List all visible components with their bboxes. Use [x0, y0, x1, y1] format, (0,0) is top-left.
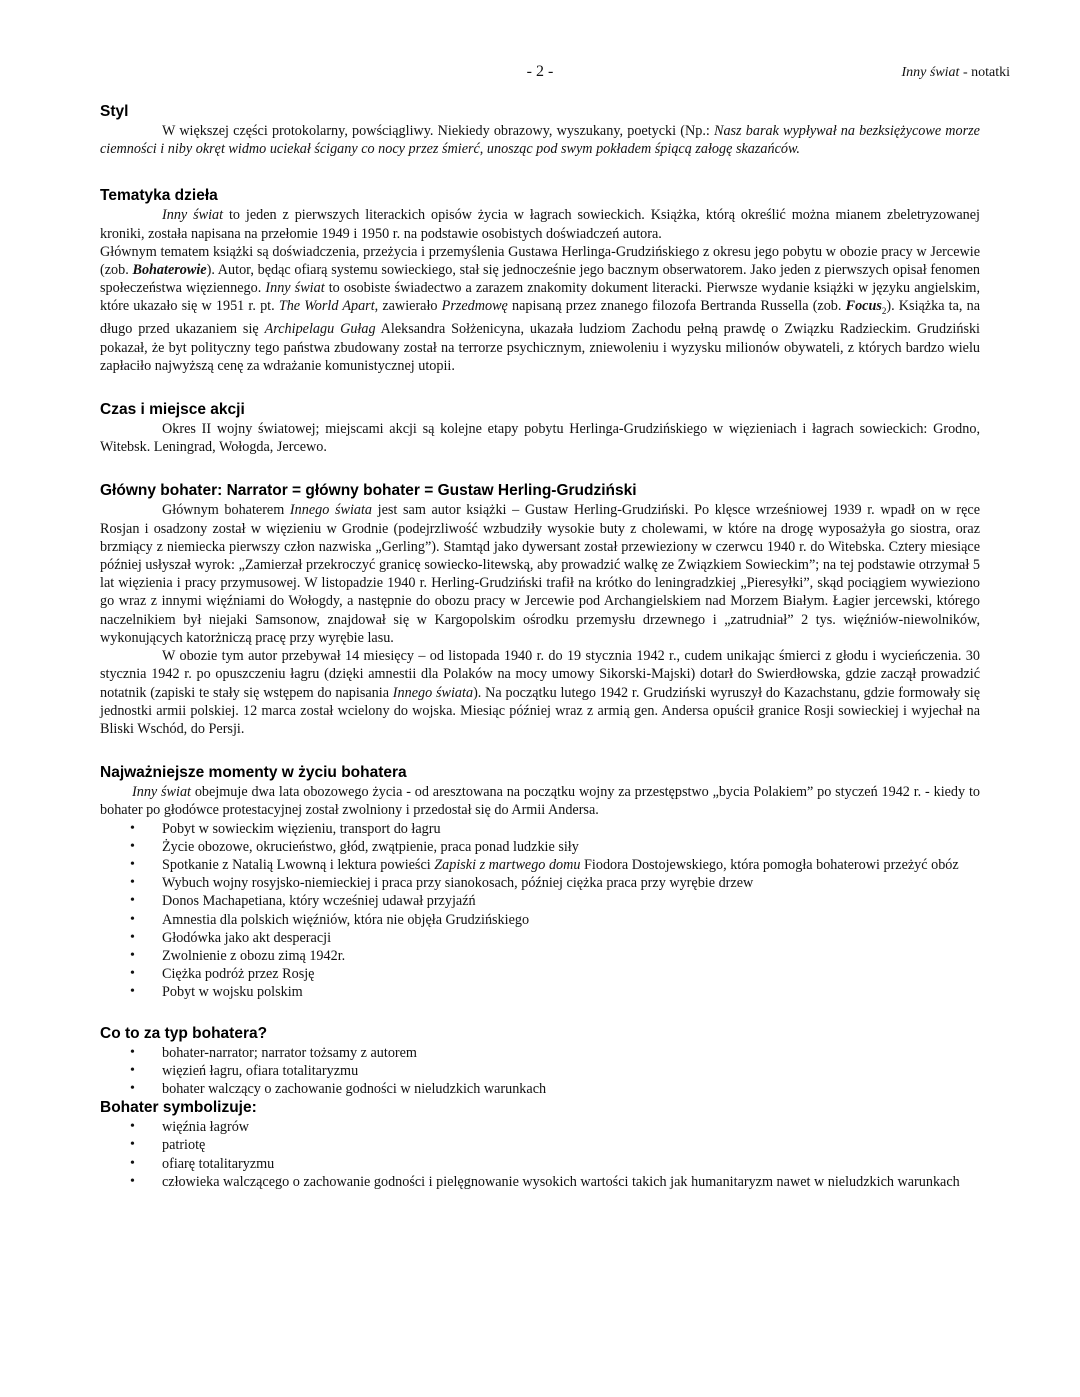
bullet-icon: • — [130, 1137, 135, 1153]
bohater-text-2a: W obozie tym autor przebywał 14 miesięcy – od listopada 1940 r. do 19 stycznia 1942 r., cudem unikając śmierci z głodu i wycieńczenia. 30 stycznia 1942 r. po opuszczeniu łagru (dzięki amnestii dla Polaków na mocy umowy Sikorski-Majski) dotarł do Swierdłowska, gdzie zaczął prowadzić notatnik (zapiski te stały się wstępem do napisania — [100, 648, 980, 701]
bullet-icon: • — [130, 820, 135, 836]
ref-bohaterowie: Bohaterowie — [132, 262, 207, 279]
list-item — [100, 1155, 980, 1173]
list-item — [100, 838, 980, 856]
bullet-icon: • — [130, 856, 135, 872]
bullet-icon: • — [130, 1119, 135, 1135]
section-heading-typ: Co to za typ bohatera? — [100, 1024, 268, 1042]
tematyka-text-2c: to osobiste świadectwo a zarazem znakomity dokument literacki. Pierwsze wydanie książki w języku angielskim, które ukazało się w 1951 r. pt. — [100, 280, 980, 315]
section-heading-tematyka: Tematyka dzieła — [100, 187, 218, 205]
list-item — [100, 1136, 980, 1154]
list-item-text: Wybuch wojny rosyjsko-niemieckiej i praca przy sianokosach, później ciężka praca przy wyrębie drzew — [162, 875, 754, 892]
bullet-icon: • — [130, 1173, 135, 1189]
bullet-icon: • — [130, 1155, 135, 1171]
list-item-text: Zwolnienie z obozu zimą 1942r. — [162, 947, 346, 964]
tematyka-przedmowa: Przedmowę — [441, 298, 508, 315]
list-item — [100, 947, 980, 965]
bullet-icon: • — [130, 875, 135, 891]
running-header-title: Inny świat — [901, 65, 960, 80]
list-item — [100, 1173, 980, 1191]
tematyka-text-2g: Aleksandra Sołżenicyna, ukazała ludziom Zachodu pełną prawdę o Związku Radzieckim. Grudziński pokazał, że byt polityczny tego państwa zbudowany został na terrorze psychicznym, zniewoleniu i wyzysku milionów obywateli, z których bardzo wielu zapłaciło najwyższą cenę za wdrażanie komunistycznej utopii. — [100, 321, 981, 374]
styl-quote: Nasz barak wypływał na bezksiężycowe morze ciemności i niby okręt widmo uciekał ścigany co nocy przez śmierć, unosząc pod swym pokładem śpiącą załogę skazańców. — [100, 123, 980, 158]
list-item — [100, 965, 980, 983]
section-heading-bohater: Główny bohater: Narrator = główny bohater = Gustaw Herling-Grudziński — [100, 482, 637, 500]
list-item-text: ofiarę totalitaryzmu — [162, 1155, 275, 1172]
bohater-text-1a: Głównym bohaterem — [162, 502, 290, 519]
momenty-text: obejmuje dwa lata obozowego życia - od aresztowana na początku wojny za przestępstwo „bycia Polakiem” po styczeń 1942 r. - kiedy to bohater po głodówce protestacyjnej został zwolniony i przedostał się do Armii Andersa. — [100, 784, 980, 819]
list-item-text: więzień łagru, ofiara totalitaryzmu — [162, 1062, 359, 1079]
ref-focus: Focus — [845, 298, 882, 315]
tematyka-text-2b: ). Autor, będąc ofiarą systemu sowieckiego, stał się jednocześnie jego bacznym obserwatorem. Jako jeden z pierwszych opisał fenomen społeczeństwa więziennego. — [100, 262, 980, 297]
bullet-icon: • — [130, 947, 135, 963]
styl-text: W większej części protokolarny, powściągliwy. Niekiedy obrazowy, wyszukany, poetycki (Np.: — [162, 123, 714, 139]
list-momenty — [100, 820, 980, 1002]
paragraph-bohater-2 — [100, 647, 980, 738]
list-item-text: Głodówka jako akt desperacji — [162, 929, 332, 946]
list-item — [100, 929, 980, 947]
tematyka-text-2f: ). Książka ta, na długo przed ukazaniem się — [100, 298, 980, 338]
tematyka-title-2: Inny świat — [265, 280, 325, 297]
list-item — [100, 856, 980, 874]
list-item — [100, 874, 980, 892]
bullet-icon: • — [130, 838, 135, 854]
list-item-text: Życie obozowe, okrucieństwo, głód, zwątpienie, praca ponad ludzkie siły — [162, 838, 579, 855]
bullet-icon: • — [130, 1062, 135, 1078]
bullet-icon: • — [130, 1080, 135, 1096]
list-item-text: więźnia łagrów — [162, 1119, 250, 1136]
list-item-text: bohater-narrator; narrator tożsamy z autorem — [162, 1044, 417, 1061]
bohater-text-1b: jest sam autor książki – Gustaw Herling-Grudziński. Po klęsce wrześniowej 1939 r. wpadł on w ręce Rosjan i osadzony został w więzieniu w Grodnie (podejrzliwość wzbudziły wysokie buty z cholewami, w które na drogę wyposażyła go siostra, oraz brzmiący z niemiecka pierwszy człon nazwiska „Gerling”). Stamtąd jako dywersant został przewieziony w czerwcu 1940 r. do Witebska. Cztery miesiące później usłyszał wyrok: „Zamierzał przekroczyć granicę sowiecko-litewską, aby prowadzić walkę ze Związkiem Sowieckim”; na tej podstawie otrzymał 5 lat więzienia i pracy przymusowej. W listopadzie 1940 r. Herling-Grudziński trafił na krótko do leningradzkiej „Pieresyłki”, skąd pociągiem wywieziono go wraz z innymi więźniami do Wołogdy, a następnie do obozu pracy w Jercewie pod Archangielskiem nad Morzem Białym. Łagier jercewski, którego naczelnikiem był niejaki Samsonow, znajdował się w Kargopolskim ośrodku przemysłu drzewnego i „zatrudniał” 2 tys. więźniów-niewolników, wykonujących katorżniczą pracę przy wyrębie lasu. — [100, 502, 981, 646]
section-heading-symbol: Bohater symbolizuje: — [100, 1099, 257, 1117]
running-header-suffix: - notatki — [959, 65, 1010, 80]
page-content — [100, 102, 980, 1191]
tematyka-title-en: The World Apart — [278, 298, 375, 315]
list-item-title: Zapiski z martwego domu — [434, 856, 581, 873]
list-symbol — [100, 1118, 980, 1191]
bohater-title-2: Innego świata — [392, 684, 474, 701]
bullet-icon: • — [130, 911, 135, 927]
paragraph-czas: Okres II wojny światowej; miejscami akcji są kolejne etapy pobytu Herlinga-Grudzińskiego w więzieniach i łagrach sowieckich: Grodno, Witebsk. Leningrad, Wołogda, Jercewo. — [100, 421, 980, 456]
list-item — [100, 1044, 980, 1062]
list-item-text: Pobyt w wojsku polskim — [162, 984, 303, 1001]
list-item-text: patriotę — [162, 1137, 206, 1154]
list-item — [100, 892, 980, 910]
list-item — [100, 1062, 980, 1080]
paragraph-tematyka-2 — [100, 243, 980, 375]
bullet-icon: • — [130, 929, 135, 945]
running-header — [902, 64, 1011, 82]
section-heading-czas: Czas i miejsce akcji — [100, 401, 245, 419]
bohater-title-1: Innego świata — [289, 502, 373, 519]
paragraph-tematyka-1 — [100, 206, 980, 242]
list-item-text: Donos Machapetiana, który wcześniej udawał przyjaźń — [162, 893, 476, 910]
list-typ — [100, 1044, 980, 1099]
page-number: - 2 - — [526, 63, 554, 80]
tematyka-text-2d: , zawierało — [374, 298, 442, 315]
bullet-icon: • — [130, 1044, 135, 1060]
list-item-text: Fiodora Dostojewskiego, która pomogła bohaterowi przeżyć obóz — [580, 856, 959, 873]
paragraph-styl — [100, 122, 980, 158]
bullet-icon: • — [130, 966, 135, 982]
momenty-title: Inny świat — [132, 784, 191, 801]
list-item — [100, 820, 980, 838]
bullet-icon: • — [130, 984, 135, 1000]
paragraph-momenty-intro — [100, 783, 980, 819]
list-item-text: Spotkanie z Natalią Lwowną i lektura powieści — [162, 856, 435, 873]
tematyka-title-1: Inny świat — [162, 207, 224, 224]
tematyka-text-2a: Głównym tematem książki są doświadczenia, przeżycia i przemyślenia Gustawa Herlinga-Grudzińskiego z okresu jego pobytu w obozie pracy w Jercewie (zob. — [100, 243, 980, 279]
bohater-text-2b: ). Na początku lutego 1942 r. Grudziński wyruszył do Kazachstanu, gdzie formowały się jednostki armii polskiej. 12 marca został wcielony do wojska. Miesiąc później wraz z armią gen. Andersa opuścił granice Rosji sowieckiej i wyjechał na Bliski Wschód, do Persji. — [100, 684, 981, 737]
list-item-text: bohater walczący o zachowanie godności w nieludzkich warunkach — [162, 1080, 547, 1097]
list-item-text: Pobyt w sowieckim więzieniu, transport do łagru — [162, 820, 441, 837]
list-item — [100, 983, 980, 1001]
list-item-text: człowieka walczącego o zachowanie godności i pielęgnowanie wysokich wartości takich jak humanitaryzm nawet w nieludzkich warunkach — [162, 1173, 960, 1190]
tematyka-text-1: to jeden z pierwszych literackich opisów życia w łagrach sowieckich. Książka, którą określić można mianem zbeletryzowanej kroniki, została napisana na przełomie 1949 i 1950 r. na podstawie osobistych doświadczeń autora. — [100, 207, 980, 242]
list-item — [100, 1118, 980, 1136]
tematyka-archipelag: Archipelagu Gułag — [264, 321, 376, 338]
section-heading-momenty: Najważniejsze momenty w życiu bohatera — [100, 764, 407, 782]
list-item-text: Ciężka podróż przez Rosję — [162, 966, 315, 983]
list-item — [100, 911, 980, 929]
ref-focus-sub: 2 — [881, 306, 887, 317]
list-item-text: Amnestia dla polskich więźniów, która nie objęła Grudzińskiego — [162, 911, 530, 928]
bullet-icon: • — [130, 893, 135, 909]
section-heading-styl: Styl — [100, 103, 129, 120]
list-item — [100, 1080, 980, 1098]
paragraph-bohater-1 — [100, 501, 980, 647]
tematyka-text-2e: napisaną przez znanego filozofa Bertranda Russella (zob. — [507, 298, 846, 315]
